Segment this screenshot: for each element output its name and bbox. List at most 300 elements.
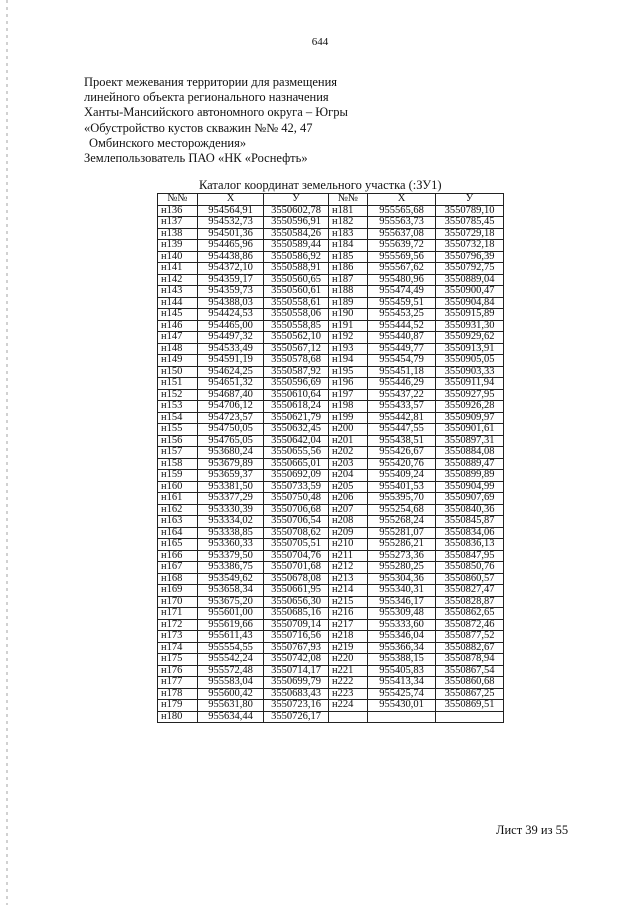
table-row <box>158 274 504 286</box>
table-cell: 3550692,09 <box>264 470 329 482</box>
table-cell: н176 <box>158 665 198 677</box>
table-row <box>158 608 504 620</box>
table-row <box>158 424 504 436</box>
table-cell: 3550596,91 <box>264 217 329 229</box>
table-cell: 955437,22 <box>368 389 436 401</box>
table-cell: 955426,67 <box>368 447 436 459</box>
table-cell: 954706,12 <box>198 401 264 413</box>
table-cell: н150 <box>158 366 198 378</box>
table-cell: 3550714,17 <box>264 665 329 677</box>
table-cell: н208 <box>329 516 368 528</box>
table-cell: н154 <box>158 412 198 424</box>
table-row <box>158 366 504 378</box>
table-cell: н183 <box>329 228 368 240</box>
table-cell: 3550836,13 <box>436 539 504 551</box>
table-cell: 955583,04 <box>198 677 264 689</box>
table-cell: 953658,34 <box>198 585 264 597</box>
table-cell: 3550897,31 <box>436 435 504 447</box>
table-cell: 3550869,51 <box>436 700 504 712</box>
table-cell: 954591,19 <box>198 355 264 367</box>
table-row <box>158 320 504 332</box>
table-cell: н188 <box>329 286 368 298</box>
table-cell: н173 <box>158 631 198 643</box>
table-cell: 955346,04 <box>368 631 436 643</box>
header-line: линейного объекта регионального назначения <box>84 90 329 105</box>
table-row <box>158 470 504 482</box>
table-row <box>158 435 504 447</box>
table-cell: 3550586,92 <box>264 251 329 263</box>
table-cell <box>329 711 368 723</box>
table-cell: 3550909,97 <box>436 412 504 424</box>
table-cell: н148 <box>158 343 198 355</box>
table-cell: 3550621,79 <box>264 412 329 424</box>
table-cell: 3550558,61 <box>264 297 329 309</box>
table-cell: н159 <box>158 470 198 482</box>
table-cell: 955554,55 <box>198 642 264 654</box>
table-cell: н177 <box>158 677 198 689</box>
table-cell: н195 <box>329 366 368 378</box>
table-cell: 3550656,30 <box>264 596 329 608</box>
table-cell: 955440,87 <box>368 332 436 344</box>
table-row <box>158 550 504 562</box>
table-cell: н217 <box>329 619 368 631</box>
document-header <box>84 75 348 166</box>
table-cell: 954438,86 <box>198 251 264 263</box>
table-cell: н153 <box>158 401 198 413</box>
table-cell: 954359,17 <box>198 274 264 286</box>
table-cell: н161 <box>158 493 198 505</box>
table-cell: н205 <box>329 481 368 493</box>
table-cell: н213 <box>329 573 368 585</box>
table-row <box>158 573 504 585</box>
table-cell: н207 <box>329 504 368 516</box>
table-cell: 955451,18 <box>368 366 436 378</box>
table-cell: н190 <box>329 309 368 321</box>
table-cell: 955563,73 <box>368 217 436 229</box>
table-cell: 3550767,93 <box>264 642 329 654</box>
table-cell: 3550560,65 <box>264 274 329 286</box>
table-cell: н139 <box>158 240 198 252</box>
table-cell: 3550683,43 <box>264 688 329 700</box>
table-cell: 3550903,33 <box>436 366 504 378</box>
table-body <box>158 205 504 723</box>
table-cell: н193 <box>329 343 368 355</box>
table-cell: н142 <box>158 274 198 286</box>
table-cell: 955405,83 <box>368 665 436 677</box>
table-cell: 3550882,67 <box>436 642 504 654</box>
table-cell: 955631,80 <box>198 700 264 712</box>
table-cell: н140 <box>158 251 198 263</box>
table-row <box>158 619 504 631</box>
table-cell: 3550706,54 <box>264 516 329 528</box>
column-header: №№ <box>329 194 368 206</box>
table-cell: 955453,25 <box>368 309 436 321</box>
table-row <box>158 711 504 723</box>
table-row <box>158 251 504 263</box>
table-cell: н162 <box>158 504 198 516</box>
table-cell: н199 <box>329 412 368 424</box>
table-cell: 3550878,94 <box>436 654 504 666</box>
table-cell: 954497,32 <box>198 332 264 344</box>
table-cell: 955430,01 <box>368 700 436 712</box>
table-cell: 955280,25 <box>368 562 436 574</box>
table-row <box>158 389 504 401</box>
table-cell: н178 <box>158 688 198 700</box>
table-cell: 3550877,52 <box>436 631 504 643</box>
table-row <box>158 585 504 597</box>
table-cell: 3550685,16 <box>264 608 329 620</box>
table-cell: н220 <box>329 654 368 666</box>
table-cell: 3550867,54 <box>436 665 504 677</box>
table-cell: н216 <box>329 608 368 620</box>
table-cell: 955366,34 <box>368 642 436 654</box>
table-cell: н189 <box>329 297 368 309</box>
table-cell: 3550701,68 <box>264 562 329 574</box>
table-cell: 954424,53 <box>198 309 264 321</box>
table-cell: н221 <box>329 665 368 677</box>
table-cell: 3550845,87 <box>436 516 504 528</box>
table-cell: 3550847,95 <box>436 550 504 562</box>
table-cell: 3550562,10 <box>264 332 329 344</box>
table-cell: н164 <box>158 527 198 539</box>
table-cell: 955454,79 <box>368 355 436 367</box>
table-cell: 954372,10 <box>198 263 264 275</box>
table-cell: 955542,24 <box>198 654 264 666</box>
table-cell: 3550850,76 <box>436 562 504 574</box>
table-caption: Каталог координат земельного участка (:ЗУ1) <box>199 178 442 192</box>
table-row <box>158 654 504 666</box>
table-cell: 3550905,05 <box>436 355 504 367</box>
table-cell: 3550884,08 <box>436 447 504 459</box>
table-cell: 955637,08 <box>368 228 436 240</box>
table-cell: н212 <box>329 562 368 574</box>
table-cell: 953338,85 <box>198 527 264 539</box>
table-cell: н184 <box>329 240 368 252</box>
table-cell: 953549,62 <box>198 573 264 585</box>
table-row <box>158 263 504 275</box>
column-header: №№ <box>158 194 198 206</box>
table-cell: н171 <box>158 608 198 620</box>
table-cell: н202 <box>329 447 368 459</box>
table-cell: 3550655,56 <box>264 447 329 459</box>
table-cell: н223 <box>329 688 368 700</box>
table-cell: н194 <box>329 355 368 367</box>
table-cell: н168 <box>158 573 198 585</box>
table-cell: н165 <box>158 539 198 551</box>
table-cell: н145 <box>158 309 198 321</box>
table-cell: н180 <box>158 711 198 723</box>
table-cell <box>368 711 436 723</box>
table-row <box>158 355 504 367</box>
table-cell: 3550860,57 <box>436 573 504 585</box>
table-cell: н138 <box>158 228 198 240</box>
table-cell: 954723,57 <box>198 412 264 424</box>
table-row <box>158 228 504 240</box>
table-row <box>158 205 504 217</box>
table-cell: 3550708,62 <box>264 527 329 539</box>
table-cell: н156 <box>158 435 198 447</box>
header-line: Омбинского месторождения» <box>89 135 247 150</box>
table-cell: н200 <box>329 424 368 436</box>
table-cell: 953659,37 <box>198 470 264 482</box>
table-row <box>158 493 504 505</box>
table-row <box>158 527 504 539</box>
table-cell: н211 <box>329 550 368 562</box>
table-cell: 3550589,44 <box>264 240 329 252</box>
table-cell: 3550558,85 <box>264 320 329 332</box>
table-cell: н191 <box>329 320 368 332</box>
table-cell: 3550705,51 <box>264 539 329 551</box>
table-cell: 3550610,64 <box>264 389 329 401</box>
table-row <box>158 217 504 229</box>
table-cell: 3550789,10 <box>436 205 504 217</box>
table-cell: 3550709,14 <box>264 619 329 631</box>
table-cell: 3550913,91 <box>436 343 504 355</box>
table-cell: н175 <box>158 654 198 666</box>
table-cell: 954651,32 <box>198 378 264 390</box>
table-cell: 955420,76 <box>368 458 436 470</box>
table-cell: 955433,57 <box>368 401 436 413</box>
table-cell: 3550733,59 <box>264 481 329 493</box>
table-cell: 3550661,95 <box>264 585 329 597</box>
table-cell: 955601,00 <box>198 608 264 620</box>
table-cell: 3550588,91 <box>264 263 329 275</box>
table-cell: 3550678,08 <box>264 573 329 585</box>
table-row <box>158 401 504 413</box>
table-cell: н192 <box>329 332 368 344</box>
table-cell: 955409,24 <box>368 470 436 482</box>
table-cell: н218 <box>329 631 368 643</box>
table-cell: н146 <box>158 320 198 332</box>
table-cell: 955567,62 <box>368 263 436 275</box>
table-cell: 3550729,18 <box>436 228 504 240</box>
table-cell: 3550907,69 <box>436 493 504 505</box>
table-cell: 955634,44 <box>198 711 264 723</box>
table-cell: 955611,43 <box>198 631 264 643</box>
table-row <box>158 458 504 470</box>
table-cell: 955447,55 <box>368 424 436 436</box>
table-cell: 3550785,45 <box>436 217 504 229</box>
table-cell: 3550860,68 <box>436 677 504 689</box>
table-cell: 3550716,56 <box>264 631 329 643</box>
table-cell: 3550723,16 <box>264 700 329 712</box>
table-cell: н201 <box>329 435 368 447</box>
table-cell: 3550560,61 <box>264 286 329 298</box>
table-cell: 3550904,99 <box>436 481 504 493</box>
table-cell: 953675,20 <box>198 596 264 608</box>
header-line: Ханты-Мансийского автономного округа – Югры <box>84 105 348 120</box>
table-cell: 3550699,79 <box>264 677 329 689</box>
table-cell: н187 <box>329 274 368 286</box>
table-cell: 955401,53 <box>368 481 436 493</box>
table-cell: 954532,73 <box>198 217 264 229</box>
table-cell: н182 <box>329 217 368 229</box>
table-row <box>158 286 504 298</box>
table-cell: 953377,29 <box>198 493 264 505</box>
table-cell: 3550706,68 <box>264 504 329 516</box>
table-cell: н204 <box>329 470 368 482</box>
sheet-number: Лист 39 из 55 <box>496 823 569 837</box>
table-row <box>158 309 504 321</box>
table-cell: 953379,50 <box>198 550 264 562</box>
table-cell: 954533,49 <box>198 343 264 355</box>
table-cell: н214 <box>329 585 368 597</box>
table-cell: 3550584,26 <box>264 228 329 240</box>
table-cell: 955459,51 <box>368 297 436 309</box>
table-cell: 955281,07 <box>368 527 436 539</box>
column-header: У <box>264 194 329 206</box>
table-cell: 954564,91 <box>198 205 264 217</box>
table-cell: 955438,51 <box>368 435 436 447</box>
table-cell: н179 <box>158 700 198 712</box>
table-cell: н155 <box>158 424 198 436</box>
table-cell: 953679,89 <box>198 458 264 470</box>
table-cell: н185 <box>329 251 368 263</box>
table-cell: 955268,24 <box>368 516 436 528</box>
table-cell: 955600,42 <box>198 688 264 700</box>
table-cell: 953330,39 <box>198 504 264 516</box>
table-row <box>158 596 504 608</box>
table-cell: 3550632,45 <box>264 424 329 436</box>
table-cell: 955572,48 <box>198 665 264 677</box>
table-cell: 955449,77 <box>368 343 436 355</box>
table-cell: 955480,96 <box>368 274 436 286</box>
table-cell: н141 <box>158 263 198 275</box>
table-row <box>158 412 504 424</box>
table-cell: 953680,24 <box>198 447 264 459</box>
table-cell: н170 <box>158 596 198 608</box>
table-cell: 3550927,95 <box>436 389 504 401</box>
table-cell: н137 <box>158 217 198 229</box>
table-cell: н203 <box>329 458 368 470</box>
table-cell: 3550840,36 <box>436 504 504 516</box>
table-row <box>158 665 504 677</box>
table-cell: 3550827,47 <box>436 585 504 597</box>
table-cell: 953381,50 <box>198 481 264 493</box>
table-cell: 3550889,47 <box>436 458 504 470</box>
table-row <box>158 700 504 712</box>
table-cell: 3550929,62 <box>436 332 504 344</box>
table-cell: н163 <box>158 516 198 528</box>
table-cell: 955388,15 <box>368 654 436 666</box>
table-cell: н143 <box>158 286 198 298</box>
table-cell: 955340,31 <box>368 585 436 597</box>
table-cell: 955254,68 <box>368 504 436 516</box>
table-row <box>158 688 504 700</box>
table-cell: 954465,96 <box>198 240 264 252</box>
column-header: X <box>198 194 264 206</box>
table-cell: 3550867,25 <box>436 688 504 700</box>
table-cell: 954765,05 <box>198 435 264 447</box>
table-cell: н147 <box>158 332 198 344</box>
table-cell: н198 <box>329 401 368 413</box>
table-cell: 955413,34 <box>368 677 436 689</box>
table-row <box>158 562 504 574</box>
table-cell: н206 <box>329 493 368 505</box>
table-cell: н210 <box>329 539 368 551</box>
table-cell: 954501,36 <box>198 228 264 240</box>
table-cell: 955395,70 <box>368 493 436 505</box>
table-cell: 3550558,06 <box>264 309 329 321</box>
table-cell: 3550931,30 <box>436 320 504 332</box>
table-cell: 955346,17 <box>368 596 436 608</box>
table-cell: 3550602,78 <box>264 205 329 217</box>
table-cell: н158 <box>158 458 198 470</box>
table-cell: 3550665,01 <box>264 458 329 470</box>
table-cell: 3550567,12 <box>264 343 329 355</box>
table-cell: 3550578,68 <box>264 355 329 367</box>
table-cell: н209 <box>329 527 368 539</box>
header-line: «Обустройство кустов скважин №№ 42, 47 <box>84 120 313 135</box>
table-cell: н219 <box>329 642 368 654</box>
table-cell: 953386,75 <box>198 562 264 574</box>
table-cell: 955333,60 <box>368 619 436 631</box>
table-cell: 3550596,69 <box>264 378 329 390</box>
page-number: 644 <box>311 36 329 48</box>
table-cell: н215 <box>329 596 368 608</box>
table-cell: 955619,66 <box>198 619 264 631</box>
table-row <box>158 378 504 390</box>
table-row <box>158 481 504 493</box>
header-line: Проект межевания территории для размещения <box>84 75 338 89</box>
table-cell: н196 <box>329 378 368 390</box>
table-cell: 3550889,04 <box>436 274 504 286</box>
table-cell: н197 <box>329 389 368 401</box>
table-cell: н181 <box>329 205 368 217</box>
table-cell: 955474,49 <box>368 286 436 298</box>
table-cell: н166 <box>158 550 198 562</box>
table-cell: н160 <box>158 481 198 493</box>
table-row <box>158 240 504 252</box>
table-cell: н172 <box>158 619 198 631</box>
table-row <box>158 516 504 528</box>
table-cell: 955304,36 <box>368 573 436 585</box>
table-header-row <box>158 194 504 206</box>
table-cell: 955442,81 <box>368 412 436 424</box>
table-cell: 955286,21 <box>368 539 436 551</box>
table-cell: 955444,52 <box>368 320 436 332</box>
table-cell: 953334,02 <box>198 516 264 528</box>
scan-edge <box>6 0 8 905</box>
table-cell: н224 <box>329 700 368 712</box>
table-cell: 955446,29 <box>368 378 436 390</box>
table-cell: 954687,40 <box>198 389 264 401</box>
table-cell: 3550750,48 <box>264 493 329 505</box>
table-row <box>158 631 504 643</box>
table-cell: 954359,73 <box>198 286 264 298</box>
table-cell: н169 <box>158 585 198 597</box>
table-cell: 954388,03 <box>198 297 264 309</box>
table-cell: н144 <box>158 297 198 309</box>
table-cell: 3550900,47 <box>436 286 504 298</box>
table-row <box>158 343 504 355</box>
column-header: У <box>436 194 504 206</box>
table-cell: 3550726,17 <box>264 711 329 723</box>
table-cell: 3550732,18 <box>436 240 504 252</box>
table-cell: 3550618,24 <box>264 401 329 413</box>
table-cell: 955273,36 <box>368 550 436 562</box>
table-cell: 3550915,89 <box>436 309 504 321</box>
table-row <box>158 539 504 551</box>
table-cell: 3550901,61 <box>436 424 504 436</box>
table-cell: 955309,48 <box>368 608 436 620</box>
table-row <box>158 504 504 516</box>
table-cell: н149 <box>158 355 198 367</box>
header-line: Землепользователь ПАО «НК «Роснефть» <box>84 151 308 166</box>
table-cell: н174 <box>158 642 198 654</box>
column-header: X <box>368 194 436 206</box>
table-cell: 3550828,87 <box>436 596 504 608</box>
